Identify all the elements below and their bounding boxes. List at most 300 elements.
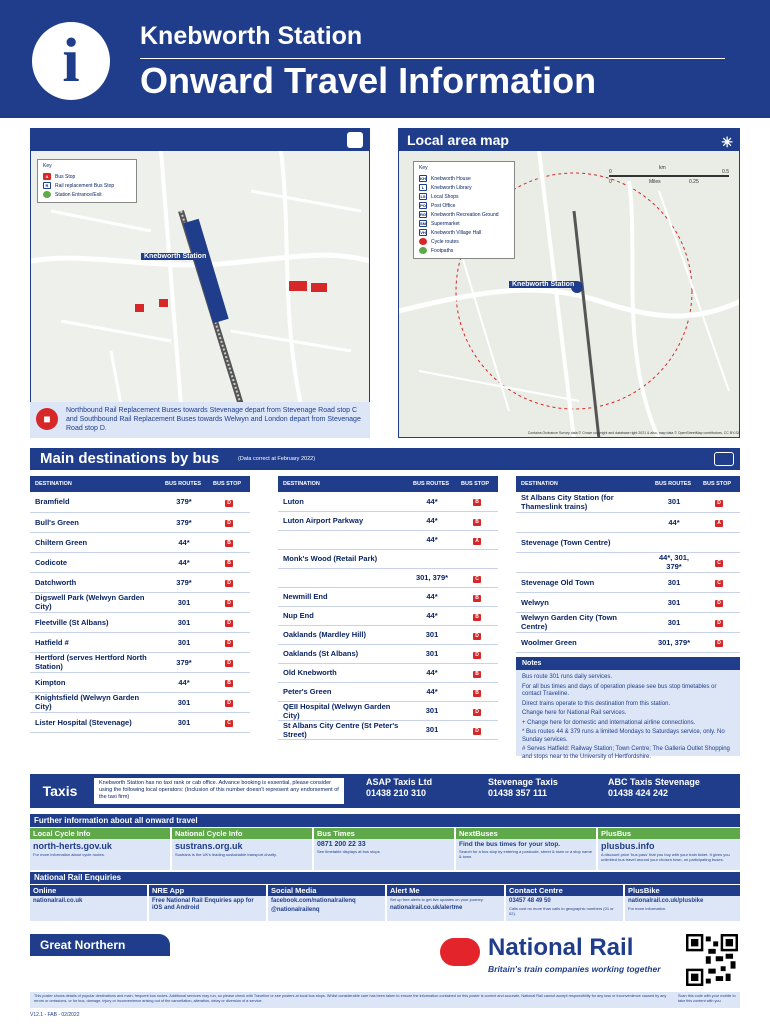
table-row bbox=[30, 512, 250, 532]
info-icon: i bbox=[32, 22, 110, 100]
table-row bbox=[278, 720, 498, 739]
notes-title: Notes bbox=[516, 657, 740, 670]
key-symbol: PO bbox=[420, 203, 426, 208]
bus-times-info bbox=[314, 828, 454, 870]
key-label: Knebworth House bbox=[431, 175, 471, 182]
table-row bbox=[516, 512, 740, 532]
taxi-operator bbox=[488, 777, 558, 799]
cell-link[interactable]: sustrans.org.uk bbox=[175, 841, 243, 851]
stop-cell bbox=[456, 530, 498, 549]
station-label: Knebworth Station bbox=[141, 253, 209, 260]
destination-cell: Knightsfield (Welwyn Garden City) bbox=[30, 692, 160, 712]
routes-cell: 379* bbox=[160, 572, 208, 592]
table-row bbox=[278, 511, 498, 530]
key-row bbox=[419, 219, 509, 228]
stop-cell bbox=[208, 612, 250, 632]
key-label: Post Office bbox=[431, 202, 456, 209]
cell-heading: NRE App bbox=[149, 885, 266, 896]
routes-cell: 301 bbox=[408, 701, 456, 720]
table-row bbox=[278, 492, 498, 511]
key-label: Footpaths bbox=[431, 247, 454, 254]
stop-cell bbox=[698, 612, 740, 632]
cell-link[interactable]: nationalrail.co.uk/alertme bbox=[390, 905, 463, 911]
scale-zero: 0 bbox=[609, 169, 612, 175]
key-row bbox=[419, 246, 509, 255]
header-divider bbox=[140, 58, 725, 59]
bus-stop-badge: D bbox=[473, 728, 481, 735]
table-row bbox=[278, 663, 498, 682]
routes-cell: 44* bbox=[408, 682, 456, 701]
nre-bar: National Rail Enquiries bbox=[30, 872, 740, 884]
bus-stop-badge: B bbox=[473, 519, 481, 526]
table-row bbox=[30, 672, 250, 692]
bus-stop-badge: B bbox=[225, 560, 233, 567]
key-symbol: LS bbox=[420, 194, 426, 199]
cycle-route-icon bbox=[419, 238, 427, 245]
local-map-title: Local area map bbox=[407, 132, 509, 148]
key-symbol: L bbox=[419, 184, 427, 191]
bus-stop-badge: B bbox=[225, 680, 233, 687]
page-title: Onward Travel Information bbox=[140, 60, 597, 101]
bus-stop-badge: B bbox=[473, 614, 481, 621]
routes-cell: 44* bbox=[160, 552, 208, 572]
bus-stop-badge: D bbox=[225, 600, 233, 607]
cell-heading: NextBuses bbox=[456, 828, 596, 839]
key-row bbox=[43, 190, 131, 199]
national-cycle-info bbox=[172, 828, 312, 870]
cell-sub: Search for a bus stop by entering a postcode, street & town or a stop name & town. bbox=[459, 849, 592, 859]
key-label: Rail replacement Bus Stop bbox=[55, 182, 115, 189]
scale-km-unit: km bbox=[659, 165, 666, 171]
destination-cell: St Albans City Centre (St Peter's Street) bbox=[278, 720, 408, 739]
routes-cell: 44* bbox=[408, 663, 456, 682]
bus-stop-badge: D bbox=[715, 500, 723, 507]
cell-heading: Online bbox=[30, 885, 147, 896]
destination-cell: Peter's Green bbox=[278, 682, 408, 701]
local-map-panel bbox=[398, 128, 740, 438]
stop-cell bbox=[698, 632, 740, 652]
bus-stop-symbol: A bbox=[43, 173, 51, 180]
routes-cell: 44* bbox=[160, 672, 208, 692]
nre-online bbox=[30, 885, 147, 921]
routes-cell bbox=[408, 549, 456, 568]
stop-cell bbox=[456, 663, 498, 682]
routes-cell: 379* bbox=[160, 492, 208, 512]
destination-cell: Hatfield # bbox=[30, 632, 160, 652]
plusbus-info bbox=[598, 828, 740, 870]
routes-cell: 301 bbox=[408, 644, 456, 663]
great-northern-logo: Great Northern bbox=[30, 934, 170, 956]
disclaimer-text: This poster shows details of popular destinations and main, frequent bus routes. Additional services may run, so please check with Traveline or see posters at local bus stops. Whilst considerable care has been taken to ensure the information contained on this poster is correct and accurate, National Rail cannot accept responsibility for any loss or inconvenience caused by any errors or omissions, or for bus, damage, injury or inconvenience arising out of the cancellation, alteration, delay or diversion of a service. bbox=[34, 994, 667, 1003]
key-label: Knebworth Village Hall bbox=[431, 229, 482, 236]
table-row bbox=[516, 492, 740, 512]
key-row bbox=[419, 183, 509, 192]
stop-cell bbox=[456, 568, 498, 587]
destination-cell: QEII Hospital (Welwyn Garden City) bbox=[278, 701, 408, 720]
routes-cell: 301 bbox=[408, 720, 456, 739]
bus-stop-badge: A bbox=[715, 520, 723, 527]
table-row bbox=[30, 572, 250, 592]
taxis-label: Taxis bbox=[42, 783, 78, 799]
table-row bbox=[516, 532, 740, 552]
key-label: Cycle routes bbox=[431, 238, 459, 245]
taxi-phone[interactable]: 01438 357 111 bbox=[488, 788, 548, 798]
station-name: Knebworth Station bbox=[140, 22, 363, 50]
cell-link[interactable]: nationalrail.co.uk bbox=[33, 898, 83, 904]
destination-cell bbox=[278, 530, 408, 549]
scale-zero: 0 bbox=[609, 179, 612, 185]
bus-stop-badge: B bbox=[225, 540, 233, 547]
notes-box bbox=[516, 657, 740, 760]
col-header-routes: BUS ROUTES bbox=[160, 476, 208, 492]
table-row bbox=[30, 652, 250, 672]
note-line: # Serves Hatfield: Railway Station; Town Centre; The Galleria Outlet Shopping and stops near to the University of Hertfordshire. bbox=[522, 746, 730, 760]
key-label: Station Entrance/Exit bbox=[55, 191, 102, 198]
key-row bbox=[419, 210, 509, 219]
cell-sub: Calls cost no more than calls to geographic numbers (01 or 02). bbox=[509, 906, 614, 916]
table-row bbox=[30, 612, 250, 632]
table-row bbox=[278, 682, 498, 701]
routes-cell: 301 bbox=[408, 625, 456, 644]
destination-cell: Stevenage (Town Centre) bbox=[516, 532, 650, 552]
cell-link[interactable]: Free National Rail Enquiries app for iOS and Android bbox=[152, 898, 254, 911]
bus-stop-badge: D bbox=[225, 580, 233, 587]
taxi-name: Stevenage Taxis bbox=[488, 777, 558, 787]
bus-stop-badge: D bbox=[473, 652, 481, 659]
table-row bbox=[278, 549, 498, 568]
destinations-table-1 bbox=[30, 476, 250, 733]
footpath-icon bbox=[419, 247, 427, 254]
taxis-note: Knebworth Station has no taxi rank or cab office. Advance booking is essential, please consider using the following local operators: (Inclusion of this number doesn't represent any endorsement of the taxi firm) bbox=[94, 778, 344, 804]
nr-tagline: Britain's train companies working together bbox=[488, 964, 661, 974]
key-row bbox=[43, 181, 131, 190]
stop-cell bbox=[208, 652, 250, 672]
compass-icon: ✳ bbox=[721, 134, 733, 150]
key-symbol: SM bbox=[420, 221, 426, 226]
scale-miles-value: 0.25 bbox=[689, 179, 699, 185]
stop-cell bbox=[208, 532, 250, 552]
routes-cell: 301 bbox=[650, 612, 698, 632]
destinations-table-2 bbox=[278, 476, 498, 740]
stop-cell bbox=[698, 492, 740, 512]
key-title: Key bbox=[419, 165, 428, 171]
destination-cell: Bull's Green bbox=[30, 512, 160, 532]
key-row bbox=[419, 174, 509, 183]
note-line: Bus route 301 runs daily services. bbox=[522, 674, 613, 680]
stop-cell bbox=[698, 512, 740, 532]
destination-cell: Hertford (serves Hertford North Station) bbox=[30, 652, 160, 672]
note-line: Direct trains operate to this destination from this station. bbox=[522, 700, 671, 707]
contact-phone[interactable]: 03457 48 49 50 bbox=[509, 898, 551, 904]
section-title: Main destinations by bus bbox=[40, 450, 220, 467]
stop-cell bbox=[456, 511, 498, 530]
cell-heading: Bus Times bbox=[314, 828, 454, 839]
bus-stop-badge: C bbox=[473, 576, 481, 583]
bus-stop-badge: D bbox=[715, 640, 723, 647]
table-row bbox=[278, 530, 498, 549]
note-line: Change here for National Rail services. bbox=[522, 710, 627, 716]
col-header-stop: BUS STOP bbox=[456, 476, 498, 492]
destinations-table-3 bbox=[516, 476, 740, 653]
stop-cell bbox=[456, 587, 498, 606]
station-label: Knebworth Station bbox=[509, 281, 577, 288]
routes-cell: 379* bbox=[160, 512, 208, 532]
col-header-destination: DESTINATION bbox=[30, 476, 160, 492]
key-label: Supermarket bbox=[431, 220, 460, 227]
station-map-bar bbox=[31, 129, 369, 151]
table-row bbox=[516, 632, 740, 652]
scan-note: Scan this code with your mobile to take this content with you bbox=[678, 994, 736, 1003]
stop-cell bbox=[208, 492, 250, 512]
routes-cell: 301 bbox=[160, 612, 208, 632]
notice-text: Northbound Rail Replacement Buses towards Stevenage depart from Stevenage Road stop C and Southbound Rail Replacement Buses towards Welwyn and London depart from Stevenage Road stop D. bbox=[66, 407, 361, 432]
stop-cell bbox=[208, 572, 250, 592]
key-label: Local Shops bbox=[431, 193, 459, 200]
cell-link[interactable]: nationalrail.co.uk/plusbike bbox=[628, 898, 704, 904]
routes-cell: 301 bbox=[160, 692, 208, 712]
stop-cell bbox=[208, 592, 250, 612]
routes-cell: 379* bbox=[160, 652, 208, 672]
destination-cell: Bramfield bbox=[30, 492, 160, 512]
destination-cell: Welwyn bbox=[516, 592, 650, 612]
col-header-routes: BUS ROUTES bbox=[650, 476, 698, 492]
destination-cell: Digswell Park (Welwyn Garden City) bbox=[30, 592, 160, 612]
routes-cell: 301 bbox=[650, 572, 698, 592]
bus-stop-badge: D bbox=[715, 620, 723, 627]
routes-cell: 44* bbox=[408, 530, 456, 549]
taxi-phone[interactable]: 01438 424 242 bbox=[608, 788, 669, 798]
destination-cell bbox=[278, 568, 408, 587]
destination-cell: Luton bbox=[278, 492, 408, 511]
stop-cell bbox=[698, 552, 740, 572]
stop-cell bbox=[698, 572, 740, 592]
key-row bbox=[419, 192, 509, 201]
destination-cell: Welwyn Garden City (Town Centre) bbox=[516, 612, 650, 632]
table-row bbox=[516, 552, 740, 572]
col-header-stop: BUS STOP bbox=[698, 476, 740, 492]
table-row bbox=[278, 644, 498, 663]
cell-heading: PlusBike bbox=[625, 885, 740, 896]
note-line: For all bus times and days of operation please see bus stop timetables or contact Traveline. bbox=[522, 683, 717, 697]
scale-bar bbox=[609, 165, 729, 189]
destination-cell: Oaklands (St Albans) bbox=[278, 644, 408, 663]
twitter-link[interactable]: @nationalrailenq bbox=[271, 907, 320, 913]
cell-link[interactable]: Find the bus times for your stop. bbox=[459, 841, 561, 848]
destination-cell: Oaklands (Mardley Hill) bbox=[278, 625, 408, 644]
key-symbol: KH bbox=[420, 176, 426, 181]
local-cycle-info bbox=[30, 828, 170, 870]
col-header-stop: BUS STOP bbox=[208, 476, 250, 492]
table-row bbox=[278, 701, 498, 720]
key-symbol: RG bbox=[420, 212, 426, 217]
routes-cell: 44* bbox=[408, 587, 456, 606]
bus-icon bbox=[714, 452, 734, 466]
national-rail-logo bbox=[440, 934, 670, 978]
stop-cell bbox=[456, 625, 498, 644]
routes-cell: 301 bbox=[160, 632, 208, 652]
destination-cell: Old Knebworth bbox=[278, 663, 408, 682]
bus-stop-badge: D bbox=[473, 709, 481, 716]
routes-cell: 301, 379* bbox=[408, 568, 456, 587]
stop-cell bbox=[208, 512, 250, 532]
routes-cell: 301 bbox=[650, 592, 698, 612]
rail-replacement-notice bbox=[30, 402, 370, 438]
scale-line bbox=[609, 175, 729, 177]
destination-cell: Monk's Wood (Retail Park) bbox=[278, 549, 408, 568]
note-line: * Bus routes 44 & 379 runs a limited Mondays to Saturdays service, only. No Sunday services. bbox=[522, 729, 725, 743]
taxi-operator bbox=[366, 777, 432, 799]
nre-alert-me bbox=[387, 885, 504, 921]
table-row bbox=[30, 712, 250, 732]
col-header-destination: DESTINATION bbox=[516, 476, 650, 492]
table-row bbox=[278, 568, 498, 587]
qr-code[interactable] bbox=[686, 934, 738, 986]
table-row bbox=[30, 592, 250, 612]
key-label: Knebworth Recreation Ground bbox=[431, 211, 499, 218]
stop-cell bbox=[456, 644, 498, 663]
bus-stop-badge: D bbox=[225, 500, 233, 507]
stop-cell bbox=[208, 672, 250, 692]
bus-stop-badge: D bbox=[225, 520, 233, 527]
nre-plusbike bbox=[625, 885, 740, 921]
routes-cell: 44* bbox=[408, 511, 456, 530]
routes-cell: 301 bbox=[160, 712, 208, 732]
facebook-link[interactable]: facebook.com/nationalrailenq bbox=[271, 898, 356, 904]
station-map-key bbox=[37, 159, 137, 203]
cell-heading: Contact Centre bbox=[506, 885, 623, 896]
bus-stop-badge: D bbox=[225, 660, 233, 667]
bus-stop-badge: B bbox=[473, 595, 481, 602]
nextbuses-info bbox=[456, 828, 596, 870]
cell-link[interactable]: 0871 200 22 33 bbox=[317, 841, 366, 848]
col-header-destination: DESTINATION bbox=[278, 476, 408, 492]
destination-cell: Codicote bbox=[30, 552, 160, 572]
bus-stop-badge: C bbox=[715, 560, 723, 567]
destination-cell: Luton Airport Parkway bbox=[278, 511, 408, 530]
header-banner bbox=[0, 0, 770, 118]
cell-sub: For more information. bbox=[628, 906, 667, 911]
bus-stop-badge: B bbox=[473, 671, 481, 678]
note-line: + Change here for domestic and international airline connections. bbox=[522, 719, 696, 726]
destination-cell: Woolmer Green bbox=[516, 632, 650, 652]
bus-stop-badge: D bbox=[225, 620, 233, 627]
routes-cell: 44* bbox=[160, 532, 208, 552]
double-arrow-icon bbox=[440, 938, 480, 966]
data-date-note: (Data correct at February 2022) bbox=[238, 456, 316, 462]
destination-cell: Datchworth bbox=[30, 572, 160, 592]
version-code: V12.1 - FAB - 02/2022 bbox=[30, 1012, 80, 1018]
cell-heading: Social Media bbox=[268, 885, 385, 896]
bus-stop-badge: D bbox=[225, 640, 233, 647]
routes-cell: 44* bbox=[408, 492, 456, 511]
bus-stop-badge: B bbox=[473, 499, 481, 506]
cell-link[interactable]: plusbus.info bbox=[601, 841, 655, 851]
routes-cell: 301 bbox=[160, 592, 208, 612]
destination-cell: Chiltern Green bbox=[30, 532, 160, 552]
stop-cell bbox=[456, 720, 498, 739]
routes-cell: 301, 379* bbox=[650, 632, 698, 652]
bus-icon: ■ bbox=[36, 408, 58, 430]
stop-cell bbox=[456, 682, 498, 701]
cell-sub: A discount price 'bus pass' that you buy with your train ticket. It gives you unlimited bus travel around your chosen town, on participating buses. bbox=[601, 852, 730, 862]
local-map-key bbox=[413, 161, 515, 259]
nre-social bbox=[268, 885, 385, 921]
destination-cell: Stevenage Old Town bbox=[516, 572, 650, 592]
col-header-routes: BUS ROUTES bbox=[408, 476, 456, 492]
routes-cell: 301 bbox=[650, 492, 698, 512]
routes-cell bbox=[650, 532, 698, 552]
main-destinations-bar bbox=[30, 448, 740, 470]
cell-heading: National Cycle Info bbox=[172, 828, 312, 839]
destination-cell: Fleetville (St Albans) bbox=[30, 612, 160, 632]
taxi-name: ABC Taxis Stevenage bbox=[608, 777, 700, 787]
stop-cell bbox=[208, 632, 250, 652]
stop-cell bbox=[456, 701, 498, 720]
destination-cell: Newmill End bbox=[278, 587, 408, 606]
key-symbol: VH bbox=[420, 230, 426, 235]
table-row bbox=[278, 606, 498, 625]
entrance-symbol bbox=[43, 191, 51, 198]
rrb-stop-symbol: R bbox=[43, 182, 51, 189]
stop-cell bbox=[208, 712, 250, 732]
routes-cell: 44*, 301, 379* bbox=[650, 552, 698, 572]
key-label: Bus Stop bbox=[55, 173, 76, 180]
local-map-bar bbox=[399, 129, 739, 151]
destination-cell bbox=[516, 512, 650, 532]
stop-cell bbox=[698, 532, 740, 552]
stop-cell bbox=[208, 552, 250, 572]
routes-cell: 44* bbox=[408, 606, 456, 625]
station-map-panel bbox=[30, 128, 370, 438]
stop-cell bbox=[456, 549, 498, 568]
table-row bbox=[30, 532, 250, 552]
cell-heading: PlusBus bbox=[598, 828, 740, 839]
nre-app bbox=[149, 885, 266, 921]
nr-wordmark: National Rail bbox=[488, 934, 634, 961]
stop-cell bbox=[456, 606, 498, 625]
cell-sub: For more information about cycle routes. bbox=[33, 852, 105, 857]
further-info-bar: Further information about all onward travel bbox=[30, 814, 740, 827]
table-row bbox=[30, 552, 250, 572]
destination-cell: Nup End bbox=[278, 606, 408, 625]
table-row bbox=[30, 692, 250, 712]
table-row bbox=[30, 632, 250, 652]
key-row bbox=[419, 237, 509, 246]
cell-sub: Set up free alerts to get live updates on your journey. bbox=[390, 897, 484, 902]
bus-stop-badge: A bbox=[473, 538, 481, 545]
table-row bbox=[516, 592, 740, 612]
stop-cell bbox=[456, 492, 498, 511]
key-row bbox=[419, 201, 509, 210]
table-row bbox=[278, 625, 498, 644]
key-row bbox=[43, 172, 131, 181]
cell-link[interactable]: north-herts.gov.uk bbox=[33, 841, 112, 851]
bus-stop-badge: C bbox=[715, 580, 723, 587]
key-label: Knebworth Library bbox=[431, 184, 472, 191]
taxi-name: ASAP Taxis Ltd bbox=[366, 777, 433, 787]
train-icon bbox=[347, 132, 363, 148]
taxi-phone[interactable]: 01438 210 310 bbox=[366, 788, 427, 798]
routes-cell: 44* bbox=[650, 512, 698, 532]
key-title: Key bbox=[43, 163, 52, 169]
destination-cell: Kimpton bbox=[30, 672, 160, 692]
nre-contact bbox=[506, 885, 623, 921]
cell-heading: Local Cycle Info bbox=[30, 828, 170, 839]
scale-km-value: 0.5 bbox=[722, 169, 729, 175]
bus-stop-badge: B bbox=[473, 690, 481, 697]
table-row bbox=[516, 572, 740, 592]
cell-sub: Sustrans is the UK's leading sustainable transport charity. bbox=[175, 852, 277, 857]
